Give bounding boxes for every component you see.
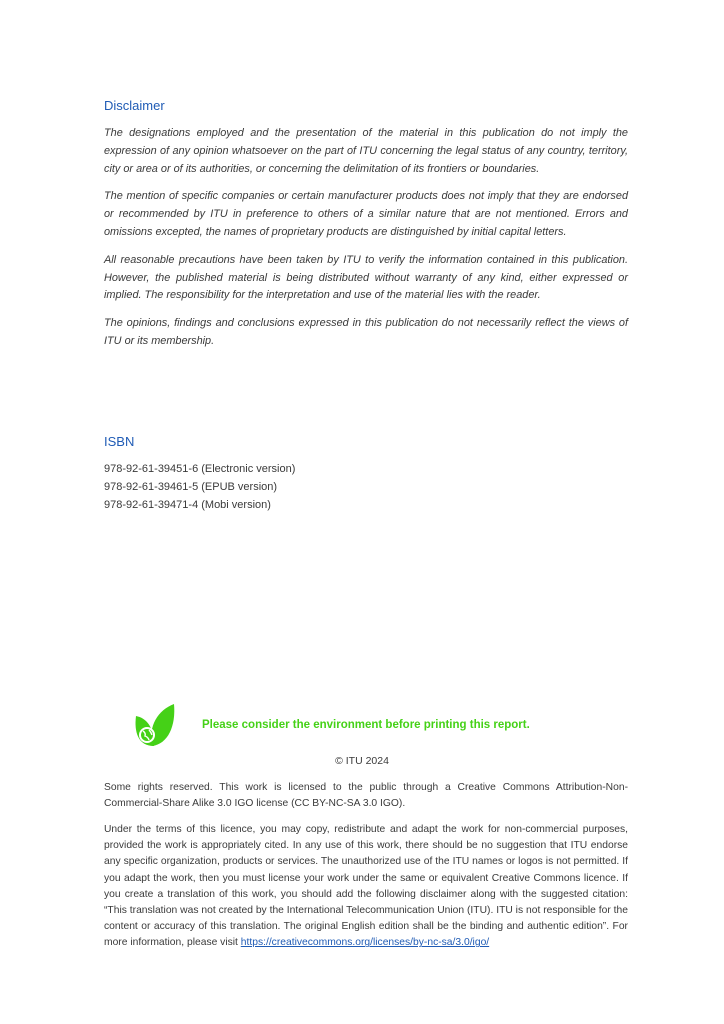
isbn-line: 978-92-61-39471-4 (Mobi version) [104, 499, 271, 511]
disclaimer-section [104, 98, 628, 361]
disclaimer-heading: Disclaimer [104, 98, 165, 113]
disclaimer-paragraph: The opinions, findings and conclusions expressed in this publication do not necessarily reflect the views of ITU or its membership. [104, 317, 628, 347]
copyright: © ITU 2024 [335, 755, 389, 767]
isbn-heading: ISBN [104, 434, 135, 449]
isbn-section [104, 434, 628, 514]
disclaimer-paragraph: All reasonable precautions have been taken by ITU to verify the information contained in this publication. However, the published material is being distributed without warranty of any kind, either expressed or implied. The responsibility for the interpretation and use of the material lies with the reader. [104, 253, 628, 302]
license-paragraph [104, 822, 628, 952]
environment-message: Please consider the environment before printing this report. [202, 719, 530, 731]
disclaimer-paragraph: The designations employed and the presentation of the material in this publication do not imply the expression of any opinion whatsoever on the part of ITU concerning the legal status of any country, territory, city or area or of its authorities, or concerning the delimitation of its frontiers or boundaries. [104, 127, 628, 175]
creative-commons-link[interactable]: https://creativecommons.org/licenses/by-nc-sa/3.0/igo/ [240, 937, 490, 949]
isbn-line: 978-92-61-39451-6 (Electronic version) [104, 463, 296, 475]
leaf-globe-icon [132, 702, 176, 748]
license-paragraph: Some rights reserved. This work is licensed to the public through a Creative Commons Attribution-Non-Commercial-Share Alike 3.0 IGO license (CC BY-NC-SA 3.0 IGO). [104, 782, 628, 810]
disclaimer-paragraph: The mention of specific companies or certain manufacturer products does not imply that they are endorsed or recommended by ITU in preference to others of a similar nature that are not mentioned. Errors and omissions excepted, the names of proprietary products are distinguished by initial capital letters. [104, 190, 628, 238]
license-text: Under the terms of this licence, you may copy, redistribute and adapt the work for non-commercial purposes, provided the work is appropriately cited. In any use of this work, there should be no suggestion that ITU endorse any specific organization, products or services. The unauthorized use of the ITU names or logos is not permitted. If you adapt the work, then you must license your work under the same or equivalent Creative Commons licence. If you create a translation of this work, you should add the following disclaimer along with the suggested citation: “This translation was not created by the International Telecommunication Union (ITU). ITU is not responsible for the content or accuracy of this translation. The original English edition shall be the binding and authentic edition”. For more information, please visit [104, 823, 628, 949]
license-section [104, 780, 628, 961]
isbn-line: 978-92-61-39461-5 (EPUB version) [104, 481, 278, 493]
